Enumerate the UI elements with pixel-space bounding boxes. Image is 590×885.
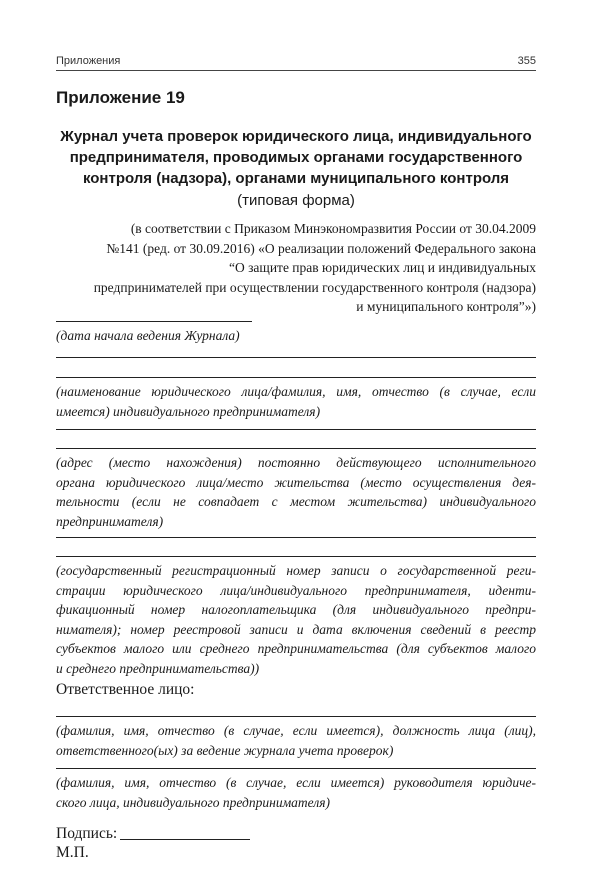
start-date-line[interactable] xyxy=(56,321,252,322)
entity-name-line-2[interactable] xyxy=(56,377,536,378)
basis-line: (в соответствии с Приказом Минэкономразвития России от 30.04.2009 xyxy=(130,221,536,236)
title-line: Журнал учета проверок юридического лица, индивидуального xyxy=(60,128,532,145)
responsible-person-line[interactable] xyxy=(56,716,536,717)
responsible-label: Ответственное лицо: xyxy=(56,681,195,698)
responsible-person-caption: (фамилия, имя, отчество (в случае, если имеется), должность лица (лиц), ответственного(ых) за ведение журнала учета проверок) xyxy=(56,723,536,758)
registration-caption: (государственный регистрационный номер записи о государственной реги- страции юридического лица/индивидуального предпринимателя, иденти- фикационный номер налогоплательщика (для индивидуального предпри- нимателя); номер реестровой записи и дата включения сведений в реестр субъектов малого или среднего предпринимательства (для субъектов малого и среднего предпринимательства)) xyxy=(56,563,536,676)
basis-line: “О защите прав юридических лиц и индивидуальных xyxy=(228,260,536,275)
registration-line-1[interactable] xyxy=(56,537,536,538)
head-person-line[interactable] xyxy=(56,768,536,769)
start-date-caption: (дата начала ведения Журнала) xyxy=(56,328,240,343)
section-name: Приложения xyxy=(56,55,121,67)
legal-basis xyxy=(56,219,536,317)
basis-line: и муниципального контроля”») xyxy=(356,299,536,314)
signature-line[interactable] xyxy=(120,839,250,840)
appendix-title: Приложение 19 xyxy=(56,88,185,107)
document-title xyxy=(56,126,536,189)
registration-line-2[interactable] xyxy=(56,556,536,557)
address-line-1[interactable] xyxy=(56,429,536,430)
title-line: контроля (надзора), органами муниципального контроля xyxy=(82,170,510,187)
address-caption: (адрес (место нахождения) постоянно действующего исполнительного органа юридического лица/место жительства (место осуществления дея- тельности (если не совпадает с местом жительства) индивидуального предпринимателя) xyxy=(56,455,536,529)
address-line-2[interactable] xyxy=(56,448,536,449)
head-person-caption: (фамилия, имя, отчество (в случае, если имеется) руководителя юридиче- ского лица, индивидуального предпринимателя) xyxy=(56,775,536,810)
stamp-label: М.П. xyxy=(56,844,89,861)
entity-name-caption: (наименование юридического лица/фамилия, имя, отчество (в случае, если имеется) индивидуального предпринимателя) xyxy=(56,384,536,419)
title-line: предпринимателя, проводимых органами государственного xyxy=(69,149,523,166)
page-number: 355 xyxy=(517,55,536,67)
basis-line: №141 (ред. от 30.09.2016) «О реализации положений Федерального закона xyxy=(106,240,536,256)
running-header xyxy=(56,55,536,71)
form-subtitle: (типовая форма) xyxy=(237,192,355,209)
entity-name-line-1[interactable] xyxy=(56,357,536,358)
signature-label: Подпись: xyxy=(56,825,118,842)
header-rule xyxy=(56,70,536,71)
basis-line: предпринимателей при осуществлении государственного контроля (надзора) xyxy=(93,279,536,295)
